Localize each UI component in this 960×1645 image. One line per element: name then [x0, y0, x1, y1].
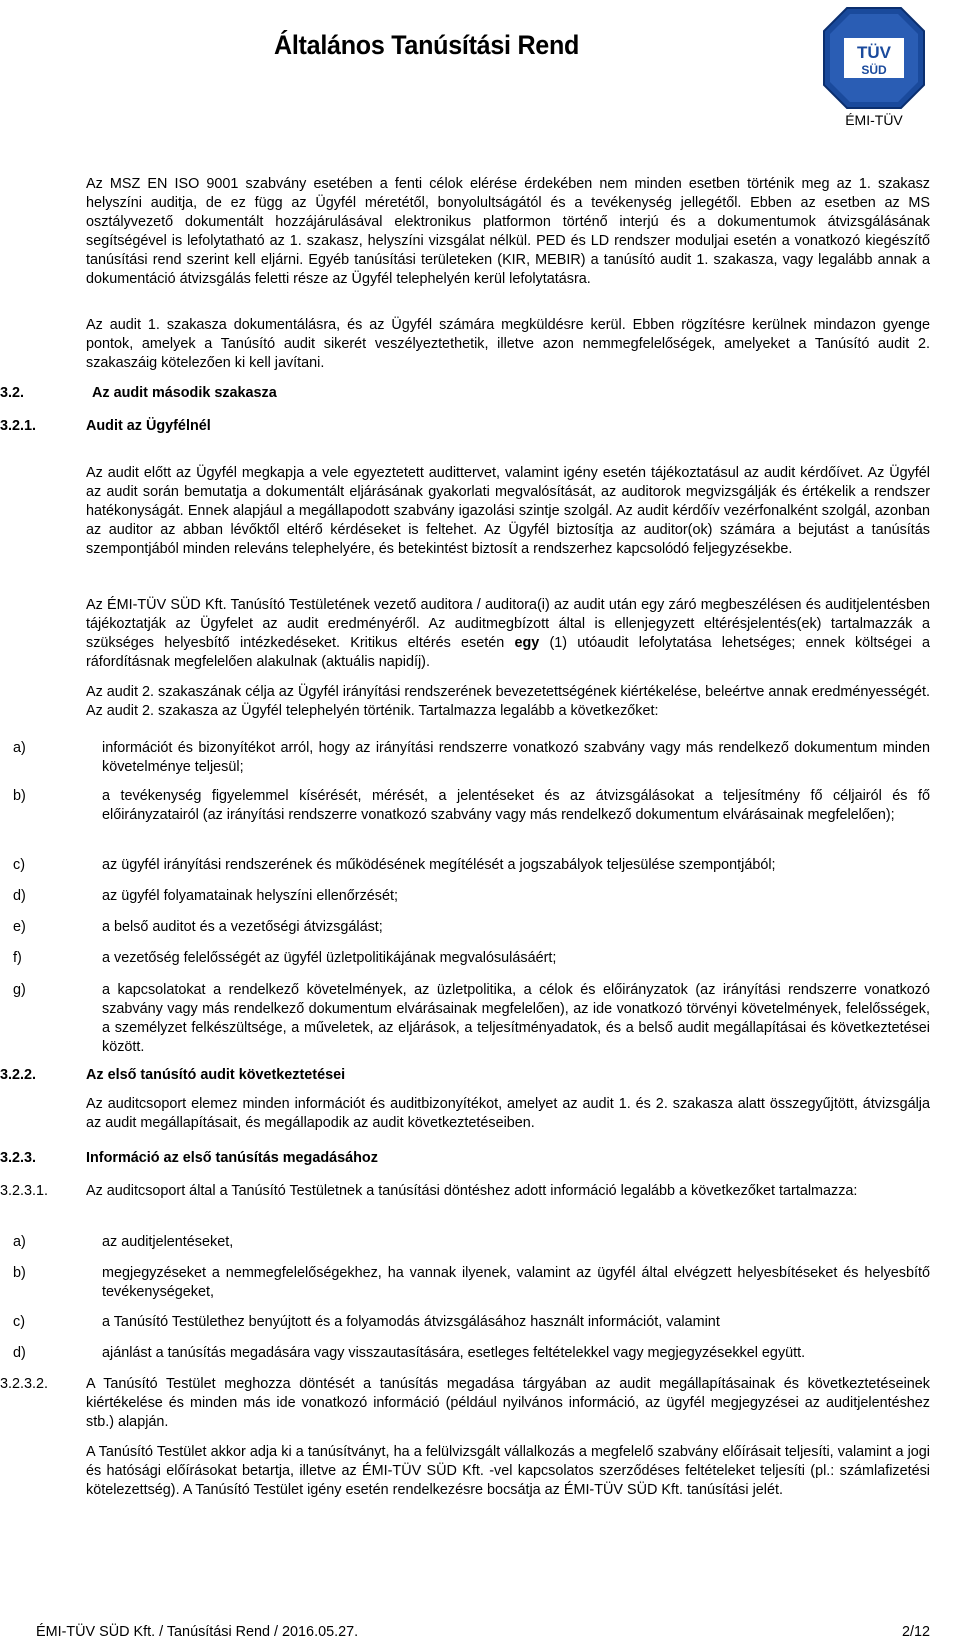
paragraph: A Tanúsító Testület meghozza döntését a tanúsítás megadása tárgyában az audit megállapításainak és következtetéseinek kiértékelése és minden más ide vonatkozó információ (például nyilvános információ, az ügyfél megjegyzései az auditjelentéshez stb.) alapján. [86, 1376, 930, 1430]
section-number: 3.2.2. [0, 1067, 37, 1083]
emphasis-text: egy [514, 635, 540, 651]
paragraph-text: (1) utóaudit lefolytatása lehetséges; ennek költségei a ráfordításnak megfelelően alakulnak (aktuális napidíj). [86, 635, 930, 670]
logo-caption: ÉMI-TÜV [845, 112, 903, 128]
paragraph-text: Az ÉMI-TÜV SÜD Kft. Tanúsító Testületének vezető auditora / auditora(i) az audit után egy záró megbeszélésen és auditjelentésben tájékoztatják az Ügyfelet az audit eredményéről. Az auditmegbízott által is ellenjegyzett eltérésjelentés(ek) tartalmazzák a szükséges helyesbítő intézkedéseket. Kritikus eltérés esetén [86, 597, 930, 651]
list-item-label: f) [13, 950, 22, 966]
list-item-text: a belső auditot és a vezetőségi átvizsgálást; [102, 919, 383, 935]
section-number: 3.2.3. [0, 1150, 37, 1166]
list-item-label: g) [13, 982, 26, 998]
page-number: 2/12 [901, 1624, 930, 1640]
paragraph: Az audit 1. szakasza dokumentálásra, és az Ügyfél számára megküldésre kerül. Ebben rögzítésre kerülnek mindazon gyenge pontok, amelyek a Tanúsító audit sikerét veszélyeztethetik, illetve azon nemmegfelelőségek, amelyeket a Tanúsító audit 2. szakaszáig kötelezően ki kell javítani. [86, 317, 930, 371]
paragraph: Az audit 2. szakaszának célja az Ügyfél irányítási rendszerének bevezetettségének kiértékelése, beleértve annak eredményességét. Az audit 2. szakasza az Ügyfél telephelyén történik. Tartalmazza legalább a következőket: [86, 684, 930, 719]
paragraph: Az MSZ EN ISO 9001 szabvány esetében a fenti célok elérése érdekében nem minden esetben történik meg az 1. szakasz helyszíni auditja, de ez függ az Ügyfél méretétől, bonyolultságától és a tevékenység jellegétől. Ebben az esetben az MS osztályvezető dokumentált hozzájárulásával elektronikus platformon történő interjú és a dokumentumok átvizsgálásának segítségével is lefolytatható az 1. szakasz, helyszíni vizsgálat nélkül. PED és LD rendszer moduljai esetén a vonatkozó kiegészítő tanúsítási rend szerint kell eljárni. Egyéb tanúsítási területeken (KIR, MEBIR) a tanúsító audit 1. szakasza, vagy legalább annak a dokumentáció átvizsgálás feletti része az Ügyfél telephelyén kerül lefolytatásra. [86, 176, 930, 287]
section-number: 3.2. [0, 385, 25, 401]
list-item-text: a kapcsolatokat a rendelkező követelmények, az üzletpolitika, a célok és előirányzatok (az irányítási rendszerre vonatkozó szabvány vagy más rendelkező dokumentum elvárásainak megfelelően), az ide vonatkozó törvényi követelmények, felelősségek, a személyzet felkészültsége, a műveletek, az eljárások, a teljesítményadatok, és a belső audit megállapításai és következtetései között. [102, 982, 930, 1055]
section-heading: Az első tanúsító audit következtetései [86, 1067, 346, 1083]
list-item-text: a Tanúsító Testülethez benyújtott és a folyamodás átvizsgálásához használt információt, valamint [102, 1314, 720, 1330]
paragraph: Az auditcsoport elemez minden információt és auditbizonyítékot, amelyet az audit 1. és 2. szakasza alatt összegyűjtött, átvizsgálja az audit megállapításait, és megállapodik az audit következtetéseiben. [86, 1096, 930, 1131]
section-heading: Az audit második szakasza [92, 385, 277, 401]
svg-text:SÜD: SÜD [861, 63, 887, 77]
list-item-text: a tevékenység figyelemmel kísérését, mérését, a jelentéseket és az átvizsgálásokat a teljesítmény fő céljairól és fő előirányzatairól (az irányítási rendszerre vonatkozó szabvány vagy más rendelkező dokumentum elvárásainak megfelelően); [102, 788, 930, 823]
list-item-label: c) [13, 1314, 25, 1330]
footer-document-info: ÉMI-TÜV SÜD Kft. / Tanúsítási Rend / 2016.05.27. [36, 1624, 359, 1640]
section-number: 3.2.3.1. [0, 1183, 49, 1199]
section-number: 3.2.1. [0, 418, 37, 434]
paragraph: A Tanúsító Testület akkor adja ki a tanúsítványt, ha a felülvizsgált vállalkozás a megfelelő szabvány előírásait teljesíti, valamint a jogi és hatósági előírásokat betartja, illetve az ÉMI-TÜV SÜD Kft. -vel kapcsolatos szerződéses feltételeket teljesíti (pl.: számlafizetési kötelezettség). A Tanúsító Testület igény esetén rendelkezésre bocsátja az ÉMI-TÜV SÜD Kft. tanúsítási jelét. [86, 1444, 930, 1498]
section-heading: Információ az első tanúsítás megadásához [86, 1150, 378, 1166]
list-item-label: e) [13, 919, 26, 935]
list-item-text: az auditjelentéseket, [102, 1234, 234, 1250]
section-heading: Audit az Ügyfélnél [86, 418, 211, 434]
list-item-label: a) [13, 1234, 26, 1250]
list-item-label: b) [13, 788, 26, 804]
list-item-label: d) [13, 888, 26, 904]
list-item-label: b) [13, 1265, 26, 1281]
list-item-label: d) [13, 1345, 26, 1361]
paragraph [86, 596, 930, 672]
page-title: Általános Tanúsítási Rend [274, 30, 580, 60]
list-item-text: az ügyfél folyamatainak helyszíni ellenőrzését; [102, 888, 398, 904]
list-item-label: a) [13, 740, 26, 756]
list-item-text: információt és bizonyítékot arról, hogy az irányítási rendszerre vonatkozó szabvány vagy más rendelkező dokumentum minden követelménye teljesül; [102, 740, 930, 775]
paragraph: Az audit előtt az Ügyfél megkapja a vele egyeztetett audittervet, valamint igény esetén tájékoztatásul az audit kérdőívet. Az Ügyfél az audit során bemutatja a dokumentált eljárásának gyakorlati megvalósítását, az auditorok megvizsgálják és értékelik a rendszer hatékonyságát. Ennek alapjául a megállapodott szabvány igazolási szintje szolgál. Az audit kérdőív vezérfonalként szolgál, azonban az auditor az abban lévőktől eltérő kérdéseket is feltehet. Az Ügyfél biztosítja az auditor(ok) számára a bejutást a tanúsítás szempontjából minden releváns telephelyére, és betekintést biztosít a rendszerhez kapcsolódó feljegyzésekbe. [86, 465, 930, 557]
paragraph: Az auditcsoport által a Tanúsító Testületnek a tanúsítási döntéshez adott információ legalább a következőket tartalmazza: [86, 1183, 858, 1199]
list-item-text: megjegyzéseket a nemmegfelelőségekhez, ha vannak ilyenek, valamint az ügyfél által elvégzett helyesbítéseket és helyesbítő tevékenységeket, [102, 1265, 930, 1300]
list-item-text: az ügyfél irányítási rendszerének és működésének megítélését a jogszabályok teljesülése szempontjából; [102, 857, 776, 873]
list-item-text: a vezetőség felelősségét az ügyfél üzletpolitikájának megvalósulásáért; [102, 950, 557, 966]
list-item-label: c) [13, 857, 25, 873]
list-item-text: ajánlást a tanúsítás megadására vagy visszautasítására, esetleges feltételekkel vagy megjegyzésekkel együtt. [102, 1345, 806, 1361]
section-number: 3.2.3.2. [0, 1376, 49, 1392]
svg-text:TÜV: TÜV [857, 43, 891, 62]
